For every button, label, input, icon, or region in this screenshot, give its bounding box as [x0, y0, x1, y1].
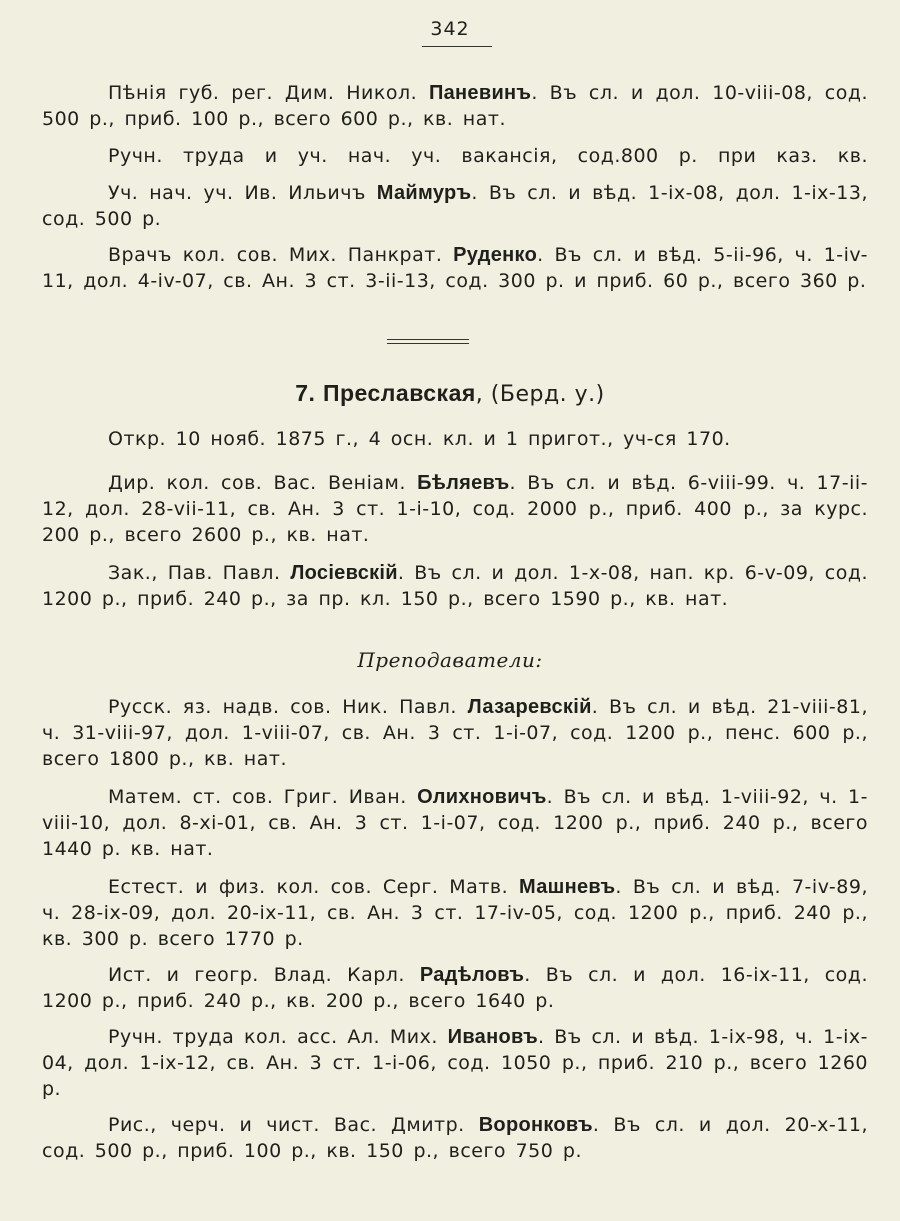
page-number: 342	[430, 18, 470, 40]
staff-surname: Маймуръ	[376, 182, 472, 204]
staff-entry-drawing-teacher: Рис., черч. и чист. Вас. Дмитр. Воронковъ. Въ сл. и дол. 20-x-11, сод. 500 р., приб. 100 р., кв. 150 р., всего 750 р.	[42, 1114, 868, 1162]
staff-entry-history-teacher: Ист. и геогр. Влад. Карл. Радѣловъ. Въ сл. и дол. 16-ix-11, сод. 1200 р., приб. 240 р., кв. 200 р., всего 1640 р.	[42, 964, 868, 1012]
staff-entry-primary-school-teacher: Уч. нач. уч. Ив. Ильичъ Маймуръ. Въ сл. и вѣд. 1-ix-08, дол. 1-ix-13, сод. 500 р.	[42, 182, 869, 230]
staff-surname: Лазаревскій	[467, 696, 592, 718]
staff-entry-math-teacher: Матем. ст. сов. Григ. Иван. Олихновичъ. Въ сл. и вѣд. 1-viii-92, ч. 1-viii-10, дол. 8-xi-01, св. Ан. 3 ст. 1-i-07, сод. 1200 р., приб. 240 р., всего 1440 р. кв. нат.	[42, 786, 868, 860]
section-number: 7.	[295, 380, 316, 406]
staff-entry-doctor: Врачъ кол. сов. Мих. Панкрат. Руденко. Въ сл. и вѣд. 5-ii-96, ч. 1-iv-11, дол. 4-iv-07, св. Ан. 3 ст. 3-ii-13, сод. 300 р. и приб. 60 р., всего 360 р.	[42, 244, 869, 292]
staff-surname: Машневъ	[519, 876, 616, 898]
staff-surname: Радѣловъ	[419, 964, 525, 986]
staff-entry-law-teacher: Зак., Пав. Павл. Лосіевскій. Въ сл. и дол. 1-x-08, нап. кр. 6-v-09, сод. 1200 р., приб. 240 р., за пр. кл. 150 р., всего 1590 р., кв. нат.	[42, 562, 869, 610]
staff-surname: Ивановъ	[447, 1026, 538, 1048]
staff-surname: Руденко	[453, 244, 538, 266]
staff-surname: Олихновичъ	[417, 786, 547, 808]
staff-entry-singing-teacher: Пѣнія губ. рег. Дим. Никол. Паневинъ. Въ сл. и дол. 10-viii-08, сод. 500 р., приб. 100 р., всего 600 р., кв. нат.	[42, 82, 868, 130]
staff-surname: Воронковъ	[478, 1114, 593, 1136]
staff-surname: Лосіевскій	[290, 562, 398, 584]
section-heading	[0, 378, 900, 410]
staff-surname: Бѣляевъ	[417, 472, 510, 494]
section-title: Преславская	[322, 380, 476, 406]
section-intro: Откр. 10 нояб. 1875 г., 4 осн. кл. и 1 пригот., уч-ся 170.	[108, 428, 731, 450]
staff-entry-russian-teacher: Русск. яз. надв. сов. Ник. Павл. Лазаревскій. Въ сл. и вѣд. 21-viii-81, ч. 31-viii-97, дол. 1-viii-07, св. Ан. 3 ст. 1-i-07, сод. 1200 р., пенс. 600 р., всего 1800 р., кв. нат.	[42, 696, 868, 770]
section-suffix: , (Берд. у.)	[475, 382, 605, 407]
staff-surname: Паневинъ	[428, 82, 532, 104]
page-number-rule	[422, 46, 492, 47]
staff-entry-science-teacher: Естест. и физ. кол. сов. Серг. Матв. Машневъ. Въ сл. и вѣд. 7-iv-89, ч. 28-ix-09, дол. 20-ix-11, св. Ан. 3 ст. 17-iv-05, сод. 1200 р., приб. 240 р., кв. 300 р. всего 1770 р.	[42, 876, 868, 950]
staff-entry-manual-labor-teacher: Ручн. труда кол. асс. Ал. Мих. Ивановъ. Въ сл. и вѣд. 1-ix-98, ч. 1-ix-04, дол. 1-ix-12, св. Ан. 3 ст. 1-i-06, сод. 1050 р., приб. 210 р., всего 1260 р.	[42, 1026, 868, 1100]
section-divider	[387, 339, 469, 344]
staff-entry-director: Дир. кол. сов. Вас. Веніам. Бѣляевъ. Въ сл. и вѣд. 6-viii-99. ч. 17-ii-12, дол. 28-vii-11, св. Ан. 3 ст. 1-i-10, сод. 2000 р., приб. 400 р., за курс. 200 р., всего 2600 р., кв. нат.	[42, 472, 869, 546]
teachers-heading: Преподаватели:	[357, 648, 543, 672]
staff-entry-manual-labor-vacancy: Ручн. труда и уч. нач. уч. вакансія, сод.800 р. при каз. кв.	[108, 145, 868, 167]
